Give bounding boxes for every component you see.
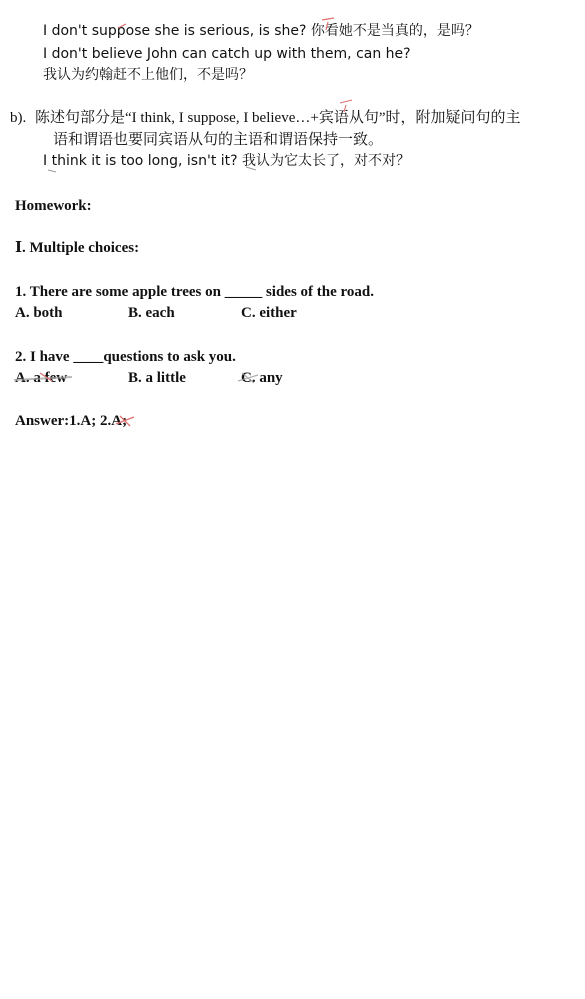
rule-b-text-line2: 语和谓语也要同宾语从句的主语和谓语保持一致。 [53, 132, 384, 148]
q1-option-c: C. either [241, 305, 297, 321]
q1-option-b: B. each [128, 305, 175, 321]
q1-option-a: A. both [15, 305, 63, 321]
example-sentence-1: I don't suppose she is serious, is she? 你看她不是当真的，是吗？ [43, 23, 479, 39]
question-1: 1. There are some apple trees on _____ sides of the road. [15, 284, 375, 300]
pen-mark [48, 170, 56, 172]
question-2: 2. I have ____questions to ask you. [15, 349, 236, 365]
q2-option-b: B. a little [128, 370, 186, 386]
q2-option-a: A. a few [15, 370, 68, 386]
homework-heading: Homework: [15, 198, 92, 214]
section-title: Ⅰ. Multiple choices: [15, 240, 140, 256]
rule-b-text-line1: 陈述句部分是“I think, I suppose, I believe…+宾语从句”时，附加疑问句的主 [35, 110, 521, 126]
example-translation-2: 我认为约翰赶不上他们，不是吗？ [43, 67, 253, 83]
q2-option-c: C. any [241, 370, 283, 386]
rule-b-example: I think it is too long, isn't it? 我认为它太长了，对不对？ [43, 153, 411, 169]
rule-b-label: b). [10, 110, 27, 126]
example-sentence-2: I don't believe John can catch up with them, can he? [43, 46, 411, 62]
answer-key: Answer:1.A; 2.A; [15, 413, 128, 429]
